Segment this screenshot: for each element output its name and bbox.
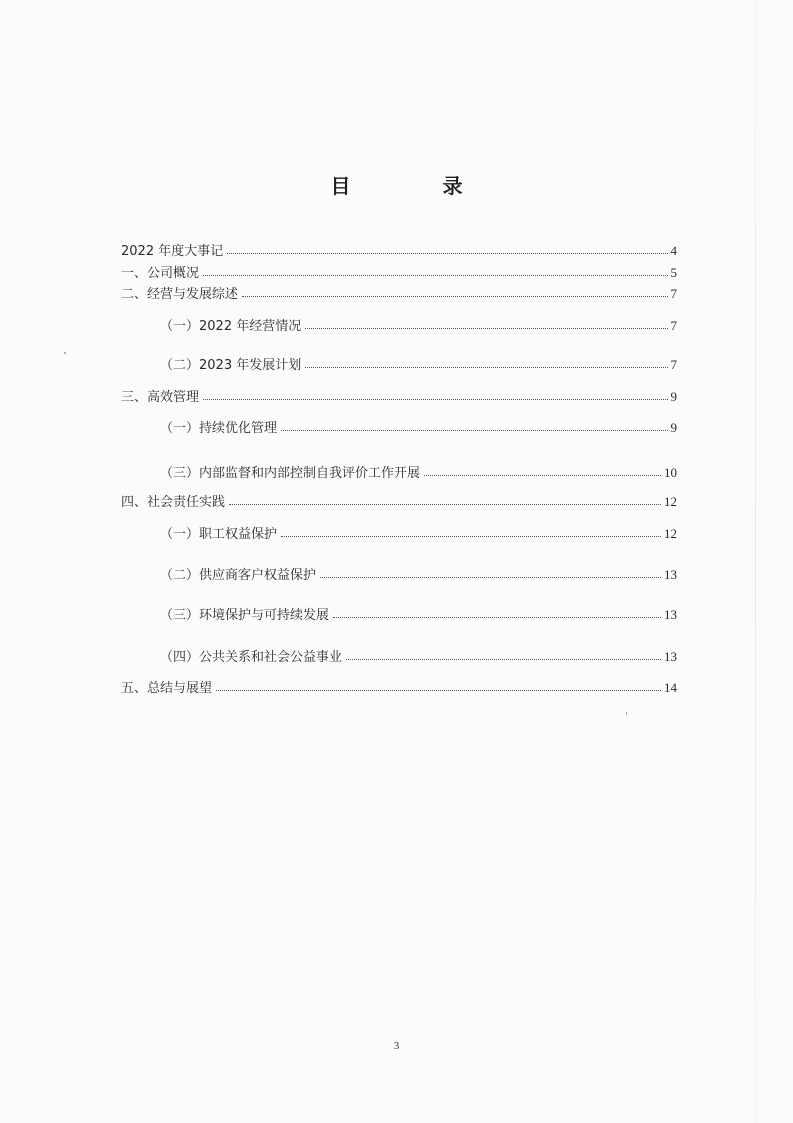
toc-entry-label: （二）供应商客户权益保护 [160,568,317,583]
toc-entry-page: 13 [664,607,677,622]
toc-entry[interactable] [160,461,677,481]
toc-entry[interactable] [160,603,677,623]
toc-leader-dots [216,690,661,691]
toc-entry-label: 五、总结与展望 [121,681,213,696]
toc-entry-label: （二）2023 年发展计划 [160,358,302,373]
toc-leader-dots [281,430,667,431]
toc-entry-page: 4 [670,243,677,258]
toc-entry[interactable] [160,353,677,373]
toc-leader-dots [424,475,661,476]
toc-entry-page: 5 [670,265,677,280]
toc-leader-dots [333,617,661,618]
toc-leader-dots [242,296,667,297]
toc-entry[interactable] [121,261,677,281]
toc-entry-page: 7 [670,318,677,333]
toc-entry[interactable] [121,676,677,696]
toc-entry[interactable] [160,416,677,436]
toc-entry-label: （三）内部监督和内部控制自我评价工作开展 [160,466,421,481]
toc-entry[interactable] [160,563,677,583]
toc-entry-page: 7 [670,286,677,301]
toc-entry-label: 四、社会责任实践 [121,495,226,510]
toc-entry-label: 一、公司概况 [121,266,200,281]
toc-entry-page: 13 [664,649,677,664]
toc-entry-label: 三、高效管理 [121,390,200,405]
toc-leader-dots [305,328,667,329]
scan-speck [626,712,627,715]
toc-entry-page: 14 [664,680,677,695]
toc-entry-page: 9 [670,389,677,404]
toc-leader-dots [346,659,661,660]
toc-entry-label: （一）持续优化管理 [160,421,278,436]
toc-leader-dots [227,253,667,254]
scan-speck [64,352,66,354]
toc-entry[interactable] [160,522,677,542]
toc-entry[interactable] [121,282,677,302]
toc-title: 目 录 [330,174,499,198]
toc-leader-dots [320,577,661,578]
toc-entry[interactable] [160,314,677,334]
toc-entry-label: （三）环境保护与可持续发展 [160,608,330,623]
toc-entry[interactable] [121,385,677,405]
toc-entry-page: 12 [664,494,677,509]
toc-entry-page: 13 [664,567,677,582]
toc-entry-label: （一）职工权益保护 [160,527,278,542]
toc-entry[interactable] [160,645,677,665]
toc-leader-dots [203,399,667,400]
toc-entry[interactable] [121,239,677,259]
toc-leader-dots [203,275,667,276]
toc-entry[interactable] [121,490,677,510]
toc-entry-label: （一）2022 年经营情况 [160,319,302,334]
toc-entry-label: 二、经营与发展综述 [121,287,239,302]
toc-leader-dots [305,367,667,368]
toc-entry-page: 7 [670,357,677,372]
toc-entry-label: （四）公共关系和社会公益事业 [160,650,343,665]
toc-entry-page: 10 [664,465,677,480]
toc-leader-dots [229,504,661,505]
toc-leader-dots [281,536,661,537]
page-number: 3 [393,1040,400,1052]
toc-entry-page: 12 [664,526,677,541]
toc-entry-label: 2022 年度大事记 [121,244,224,259]
toc-entry-page: 9 [670,420,677,435]
